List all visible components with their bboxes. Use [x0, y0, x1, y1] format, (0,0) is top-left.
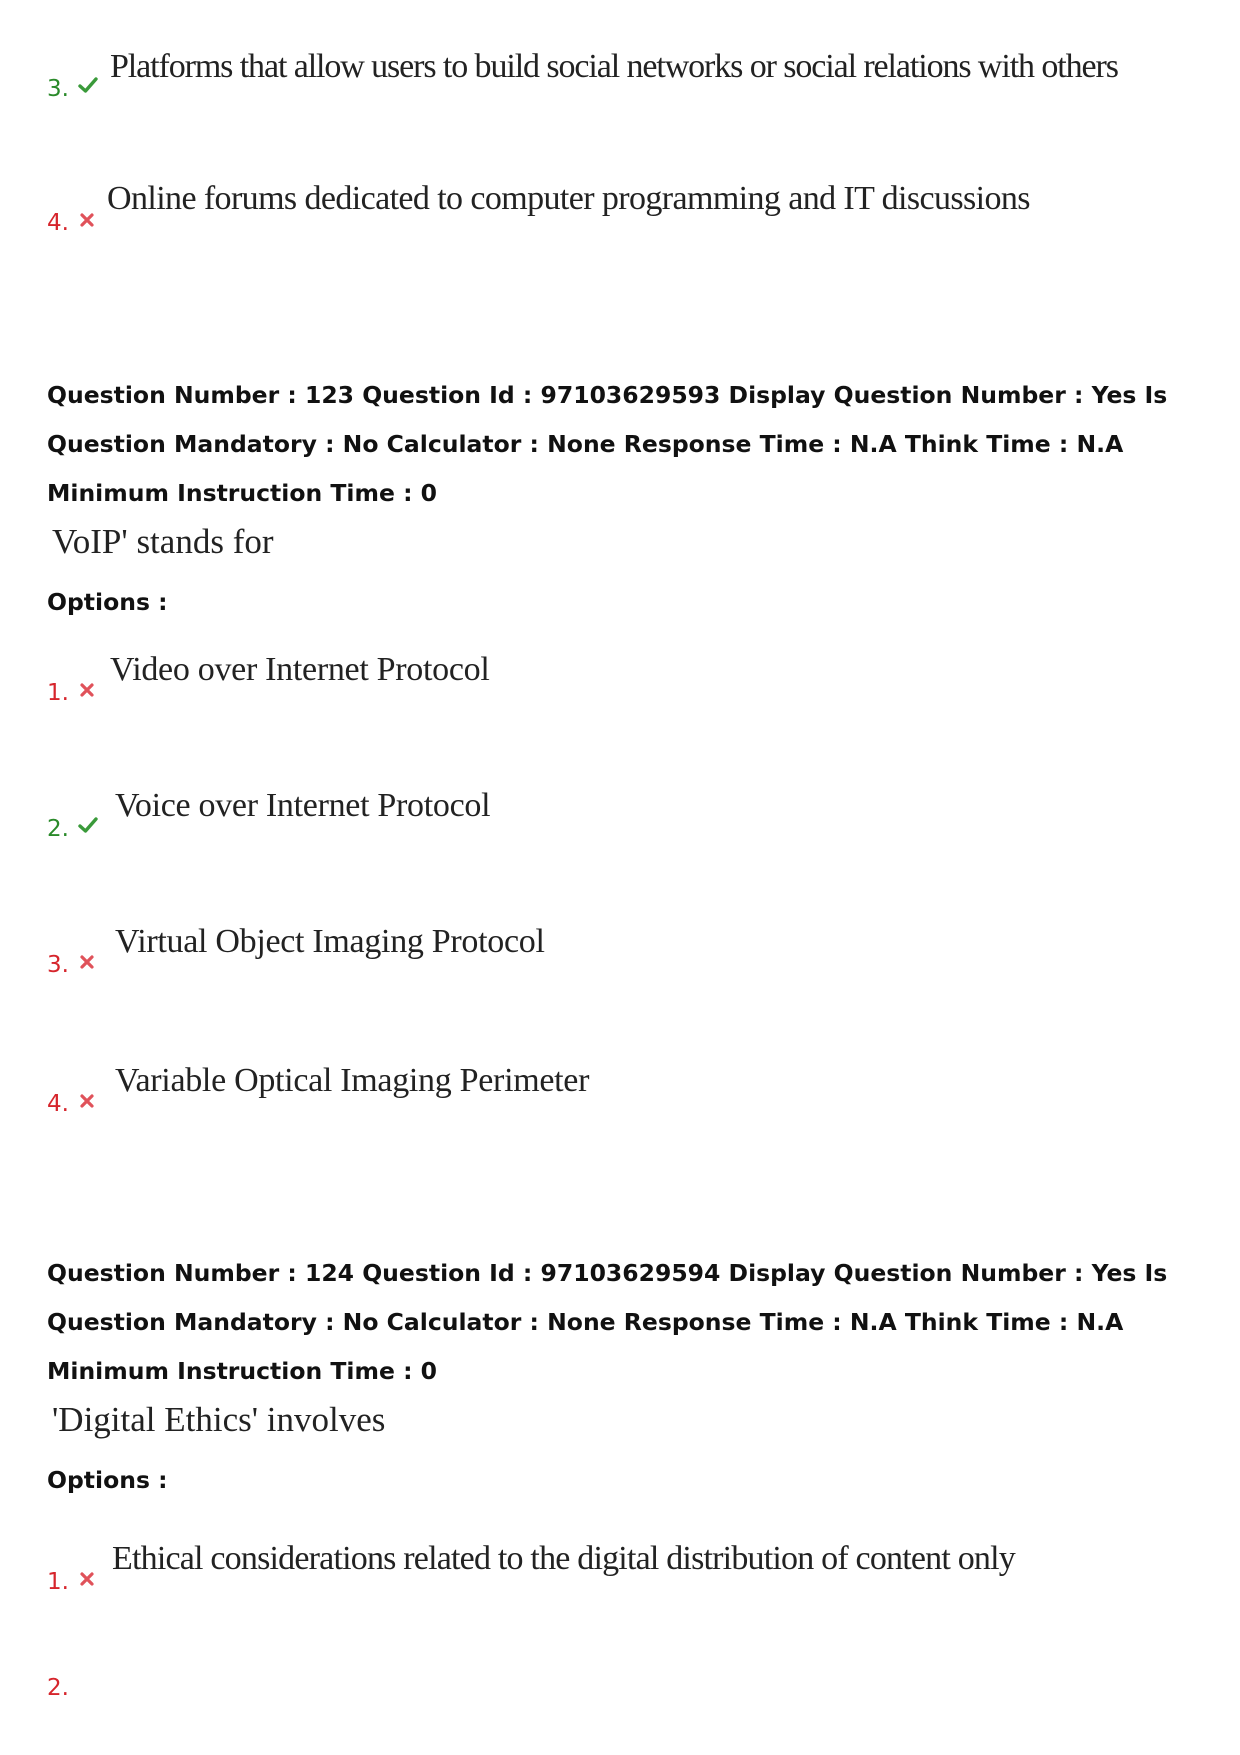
question-text: VoIP' stands for — [52, 522, 274, 561]
question-text: 'Digital Ethics' involves — [52, 1400, 386, 1439]
option-number: 3. — [47, 76, 69, 102]
question-header: Question Number : 124 Question Id : 97103629594 Display Question Number : Yes Is Question Mandatory : No Calculator : None Response Time : N.A Think Time : N.A Minimum Instruction Time : 0 — [47, 1259, 1168, 1385]
cross-icon — [79, 212, 95, 228]
option-number: 4. — [47, 210, 69, 236]
cross-icon — [79, 954, 95, 970]
check-icon — [77, 814, 99, 836]
option-text: Platforms that allow users to build social networks or social relations with others — [110, 48, 1118, 85]
option-text: Ethical considerations related to the digital distribution of content only — [112, 1540, 1015, 1577]
options-label: Options : — [47, 588, 168, 616]
check-icon — [77, 74, 99, 96]
option-number: 1. — [47, 680, 69, 706]
option-text: Virtual Object Imaging Protocol — [115, 923, 545, 960]
cross-icon — [79, 1571, 95, 1587]
question-header: Question Number : 123 Question Id : 97103629593 Display Question Number : Yes Is Question Mandatory : No Calculator : None Response Time : N.A Think Time : N.A Minimum Instruction Time : 0 — [47, 381, 1168, 507]
option-text: Variable Optical Imaging Perimeter — [115, 1062, 590, 1099]
option-number: 3. — [47, 952, 69, 978]
option-number: 1. — [47, 1569, 69, 1595]
option-number: 2. — [47, 816, 69, 842]
option-text: Video over Internet Protocol — [110, 651, 490, 688]
cross-icon — [79, 682, 95, 698]
option-text: Online forums dedicated to computer programming and IT discussions — [107, 180, 1030, 217]
option-text: Voice over Internet Protocol — [115, 787, 491, 824]
options-label: Options : — [47, 1466, 168, 1494]
option-number: 2. — [47, 1675, 69, 1701]
cross-icon — [79, 1093, 95, 1109]
option-number: 4. — [47, 1091, 69, 1117]
